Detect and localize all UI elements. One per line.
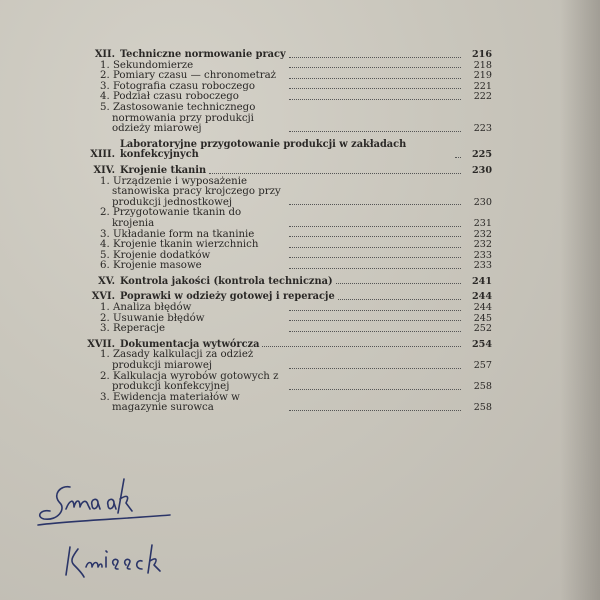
toc-item-label: 1. Urządzenie i wyposażenie stanowiska pracy krojczego przy produkcji jednostkowej bbox=[100, 175, 281, 208]
toc-section bbox=[78, 277, 492, 288]
page-number: 244 bbox=[473, 302, 492, 314]
toc-item-label: 3. Fotografia czasu roboczego bbox=[100, 80, 255, 92]
page-number: 254 bbox=[471, 338, 492, 350]
page-number: 245 bbox=[473, 312, 492, 324]
page-number: 223 bbox=[473, 123, 492, 135]
toc-item bbox=[78, 261, 492, 272]
toc-item-label: 1. Analiza błędów bbox=[100, 302, 192, 314]
section-title: Dokumentacja wytwórcza bbox=[120, 338, 260, 350]
toc-section bbox=[78, 292, 492, 334]
toc-item-label: 1. Zasady kalkulacji za odzież produkcji miarowej bbox=[100, 349, 254, 372]
toc-item bbox=[78, 324, 492, 335]
section-title: Poprawki w odzieży gotowej i reperacje bbox=[120, 291, 335, 303]
page-number: 230 bbox=[471, 164, 492, 176]
page-edge-shadow bbox=[560, 0, 600, 600]
page-number: 233 bbox=[473, 260, 492, 272]
page-number: 219 bbox=[473, 70, 492, 82]
toc-item-label: 5. Krojenie dodatków bbox=[100, 249, 211, 261]
section-number: XVI. bbox=[91, 291, 115, 303]
toc-item-label: 2. Usuwanie błędów bbox=[100, 312, 205, 324]
toc-item bbox=[78, 103, 492, 135]
toc-section bbox=[78, 340, 492, 414]
section-number: XII. bbox=[94, 49, 115, 60]
toc-item-label: 5. Zastosowanie technicznego normowania przy produkcji odzieży miarowej bbox=[100, 101, 256, 135]
page-number: 244 bbox=[471, 291, 492, 303]
section-heading bbox=[78, 166, 492, 177]
toc-section bbox=[78, 166, 492, 272]
page-number: 257 bbox=[473, 360, 492, 372]
section-number: XIII. bbox=[90, 149, 115, 161]
section-title: Laboratoryjne przygotowanie produkcji w zakładach konfekcyjnych bbox=[120, 138, 407, 161]
section-number: XV. bbox=[98, 275, 115, 287]
page-number: 258 bbox=[473, 402, 492, 414]
toc-item-label: 2. Przygotowanie tkanin do krojenia bbox=[100, 207, 242, 229]
page-number: 252 bbox=[473, 323, 492, 335]
toc-item-label: 3. Ewidencja materiałów w magazynie surowca bbox=[100, 391, 240, 414]
toc-item bbox=[78, 177, 492, 209]
page-number: 230 bbox=[473, 196, 492, 208]
toc-item bbox=[78, 208, 492, 229]
page-number: 258 bbox=[473, 381, 492, 393]
toc-section bbox=[78, 50, 492, 135]
page-number: 225 bbox=[471, 149, 492, 161]
handwritten-signature bbox=[30, 465, 200, 590]
toc-item-label: 1. Sekundomierze bbox=[100, 59, 194, 71]
toc-item-label: 3. Układanie form na tkaninie bbox=[100, 228, 255, 240]
section-title: Kontrola jakości (kontrola techniczna) bbox=[120, 275, 333, 287]
page-number: 216 bbox=[471, 49, 492, 60]
toc-item-label: 6. Krojenie masowe bbox=[100, 260, 202, 272]
page-number: 222 bbox=[473, 91, 492, 103]
toc-item-label: 2. Kalkulacja wyrobów gotowych z produkcji konfekcyjnej bbox=[100, 370, 279, 393]
page-number: 241 bbox=[471, 275, 492, 287]
page-number: 233 bbox=[473, 249, 492, 261]
toc-item bbox=[78, 393, 492, 414]
page-number: 232 bbox=[473, 239, 492, 251]
section-number: XVII. bbox=[87, 338, 115, 350]
section-title: Techniczne normowanie pracy bbox=[120, 49, 286, 60]
page-number: 232 bbox=[473, 228, 492, 240]
toc-item-label: 3. Reperacje bbox=[100, 323, 166, 335]
table-of-contents bbox=[78, 50, 492, 419]
page-number: 231 bbox=[473, 217, 492, 229]
page-number: 218 bbox=[473, 59, 492, 71]
toc-section bbox=[78, 140, 492, 161]
toc-item-label: 4. Podział czasu roboczego bbox=[100, 91, 239, 103]
toc-item-label: 2. Pomiary czasu — chronometraż bbox=[100, 70, 277, 82]
toc-item-label: 4. Krojenie tkanin wierzchnich bbox=[100, 239, 259, 251]
section-heading bbox=[78, 50, 492, 61]
section-heading bbox=[78, 140, 492, 161]
section-heading bbox=[78, 277, 492, 288]
toc-item bbox=[78, 372, 492, 393]
section-number: XIV. bbox=[93, 164, 115, 176]
section-title: Krojenie tkanin bbox=[120, 164, 207, 176]
toc-item bbox=[78, 350, 492, 371]
page-number: 221 bbox=[473, 80, 492, 92]
